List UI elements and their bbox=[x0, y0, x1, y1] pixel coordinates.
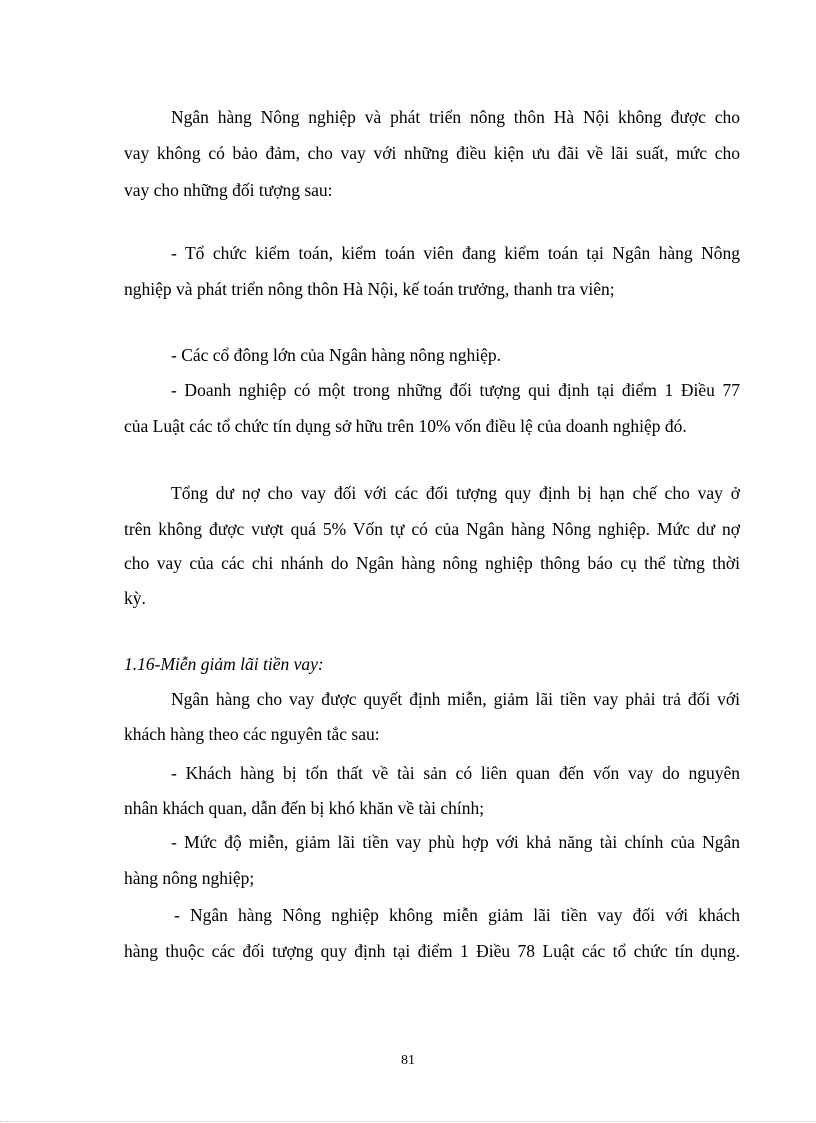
paragraph-1-line-1: Ngân hàng Nông nghiệp và phát triển nông thôn Hà Nội không được cho bbox=[171, 107, 740, 127]
section-heading: 1.16-Miễn giảm lãi tiền vay: bbox=[124, 654, 324, 674]
paragraph-1-line-2: vay không có bảo đảm, cho vay với những điều kiện ưu đãi về lãi suất, mức cho bbox=[124, 143, 740, 163]
bullet-5-line-1: - Mức độ miễn, giảm lãi tiền vay phù hợp với khả năng tài chính của Ngân bbox=[171, 832, 740, 852]
paragraph-3-line-1: Ngân hàng cho vay được quyết định miễn, giảm lãi tiền vay phải trả đối với bbox=[171, 689, 740, 709]
paragraph-2-line-3: cho vay của các chi nhánh do Ngân hàng nông nghiệp thông báo cụ thể từng thời bbox=[124, 553, 740, 573]
bullet-3-line-2: của Luật các tổ chức tín dụng sở hữu trên 10% vốn điều lệ của doanh nghiệp đó. bbox=[124, 416, 687, 436]
bullet-6-line-1: - Ngân hàng Nông nghiệp không miễn giảm lãi tiền vay đối với khách bbox=[174, 905, 740, 925]
bullet-6-line-2: hàng thuộc các đối tượng quy định tại điểm 1 Điều 78 Luật các tổ chức tín dụng. bbox=[124, 941, 740, 961]
paragraph-2-line-1: Tổng dư nợ cho vay đối với các đối tượng quy định bị hạn chế cho vay ở bbox=[171, 483, 740, 503]
bullet-4-line-2: nhân khách quan, dẫn đến bị khó khăn về tài chính; bbox=[124, 798, 485, 818]
paragraph-2-line-2: trên không được vượt quá 5% Vốn tự có của Ngân hàng Nông nghiệp. Mức dư nợ bbox=[124, 519, 740, 539]
bullet-2: - Các cổ đông lớn của Ngân hàng nông nghiệp. bbox=[171, 345, 502, 365]
bullet-1-line-1: - Tổ chức kiểm toán, kiểm toán viên đang kiểm toán tại Ngân hàng Nông bbox=[171, 243, 740, 263]
bullet-4-line-1: - Khách hàng bị tổn thất về tài sản có liên quan đến vốn vay do nguyên bbox=[171, 763, 740, 783]
bullet-1-line-2: nghiệp và phát triển nông thôn Hà Nội, kế toán trưởng, thanh tra viên; bbox=[124, 279, 615, 299]
bullet-5-line-2: hàng nông nghiệp; bbox=[124, 868, 255, 888]
paragraph-1-line-3: vay cho những đối tượng sau: bbox=[124, 180, 333, 200]
page-bottom-divider bbox=[0, 1121, 816, 1122]
bullet-3-line-1: - Doanh nghiệp có một trong những đối tượng qui định tại điểm 1 Điều 77 bbox=[171, 380, 740, 400]
page-number: 81 bbox=[401, 1053, 415, 1068]
paragraph-2-line-4: kỳ. bbox=[124, 588, 146, 608]
paragraph-3-line-2: khách hàng theo các nguyên tắc sau: bbox=[124, 724, 380, 744]
